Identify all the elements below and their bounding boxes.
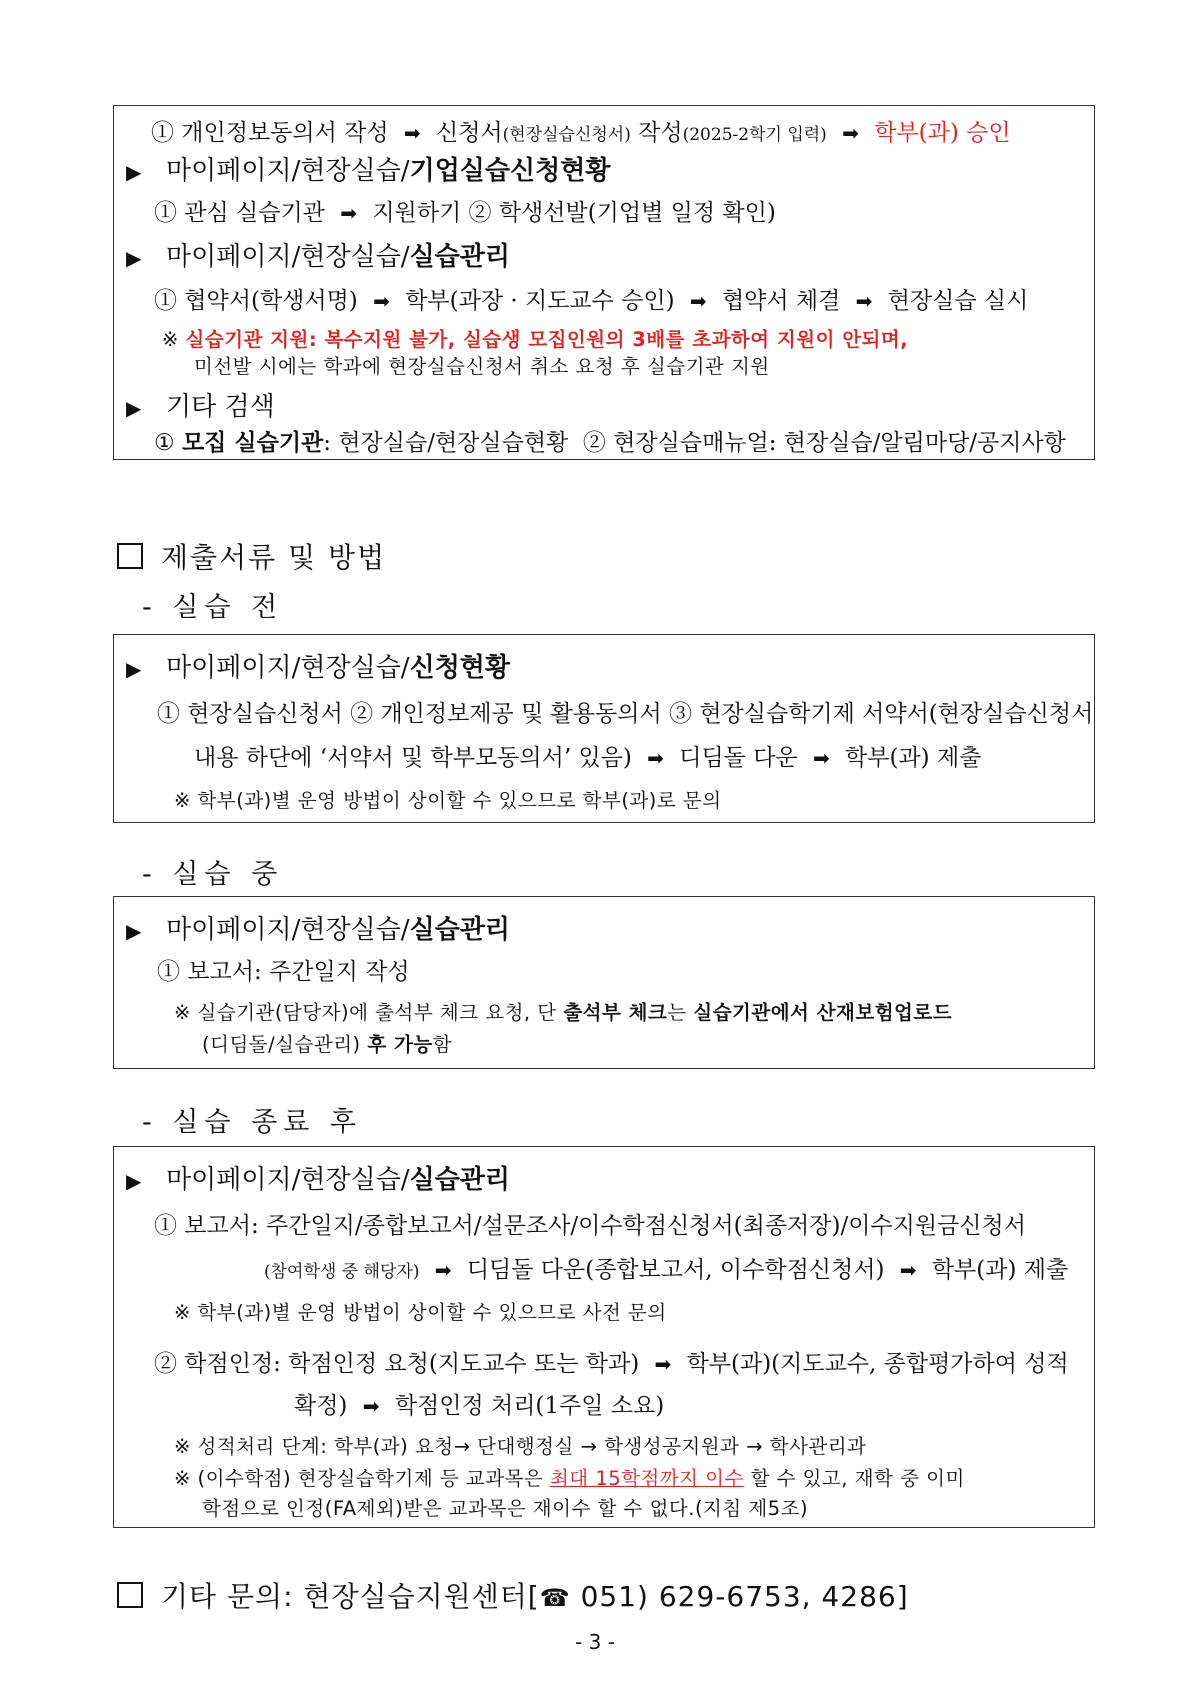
- triangle-bullet-icon: ▶: [126, 1169, 142, 1193]
- attendance-note: ※ 실습기관(담당자)에 출석부 체크 요청, 단 출석부 체크는 실습기관에서 산재보험업로드: [174, 1001, 953, 1024]
- warning-note-cont: 미선발 시에는 학과에 현장실습신청서 취소 요청 후 실습기관 지원: [194, 355, 770, 378]
- arrow-right-icon: ➡: [812, 746, 830, 770]
- documents-line: ① 현장실습신청서 ② 개인정보제공 및 활용동의서 ③ 현장실습학기제 서약서(현장실습신청서: [157, 701, 1094, 727]
- menu-path-heading: ▶ 마이페이지/현장실습/실습관리: [126, 1165, 511, 1195]
- menu-path-heading: ▶ 마이페이지/현장실습/실습관리: [126, 915, 511, 945]
- documents-line-cont: 내용 하단에 ‘서약서 및 학부모동의서’ 있음) ➡ 디딤돌 다운 ➡ 학부(과) 제출: [194, 745, 982, 771]
- apply-process-box: [113, 105, 1095, 460]
- contact-line: 기타 문의: 현장실습지원센터[☎ 051) 629-6753, 4286]: [117, 1575, 909, 1615]
- arrow-right-icon: ➡: [403, 121, 421, 145]
- grading-note: ※ 성적처리 단계: 학부(과) 요청→ 단대행정실 → 학생성공지원과 → 학사관리과: [174, 1435, 867, 1458]
- menu-path-heading: ▶ 마이페이지/현장실습/실습관리: [126, 242, 511, 272]
- arrow-right-icon: ➡: [434, 1258, 452, 1282]
- info-note: ※ 학부(과)별 운영 방법이 상이할 수 있으므로 학부(과)로 문의: [174, 789, 722, 812]
- page-number: - 3 -: [575, 1630, 615, 1654]
- arrow-right-icon: ➡: [654, 1352, 672, 1376]
- section-title: 제출서류 및 방법: [117, 536, 386, 576]
- credit-line-cont: 확정) ➡ 학점인정 처리(1주일 소요): [294, 1393, 665, 1419]
- arrow-right-icon: ➡: [899, 1258, 917, 1282]
- credit-line: ② 학점인정: 학점인정 요청(지도교수 또는 학과) ➡ 학부(과)(지도교수, 종합평가하여 성적: [154, 1351, 1069, 1377]
- triangle-bullet-icon: ▶: [126, 160, 142, 184]
- credit-limit-note: ※ (이수학점) 현장실습학기제 등 교과목은 최대 15학점까지 이수 할 수 있고, 재학 중 이미: [174, 1467, 965, 1490]
- triangle-bullet-icon: ▶: [126, 919, 142, 943]
- phone-icon: ☎: [539, 1584, 571, 1612]
- agreement-line: ① 협약서(학생서명) ➡ 학부(과장 · 지도교수 승인) ➡ 협약서 체결 ➡ 현장실습 실시: [154, 288, 1029, 314]
- arrow-right-icon: ➡: [689, 289, 707, 313]
- arrow-right-icon: ➡: [373, 289, 390, 313]
- search-line: ① 모집 실습기관: 현장실습/현장실습현황 ② 현장실습매뉴얼: 현장실습/알림마당/공지사항: [154, 429, 1066, 456]
- square-bullet-icon: [117, 543, 143, 569]
- subsection-after: - 실습 종료 후: [142, 1107, 362, 1138]
- final-report-line-cont: (참여학생 중 해당자) ➡ 디딤돌 다운(종합보고서, 이수학점신청서) ➡ 학부(과) 제출: [264, 1257, 1069, 1283]
- arrow-right-icon: ➡: [362, 1394, 380, 1418]
- triangle-bullet-icon: ▶: [126, 246, 142, 270]
- triangle-bullet-icon: ▶: [126, 657, 142, 681]
- arrow-right-icon: ➡: [340, 201, 358, 225]
- subsection-before: - 실습 전: [142, 592, 284, 623]
- before-practice-box: [113, 634, 1095, 823]
- report-line: ① 보고서: 주간일지 작성: [157, 959, 410, 985]
- final-report-line: ① 보고서: 주간일지/종합보고서/설문조사/이수학점신청서(최종저장)/이수지원금신청서: [154, 1213, 1026, 1239]
- info-note: ※ 학부(과)별 운영 방법이 상이할 수 있으므로 사전 문의: [174, 1301, 667, 1324]
- triangle-bullet-icon: ▶: [126, 396, 142, 420]
- arrow-right-icon: ➡: [647, 746, 664, 770]
- square-bullet-icon: [117, 1582, 143, 1608]
- arrow-right-icon: ➡: [842, 121, 859, 145]
- menu-path-heading: ▶ 마이페이지/현장실습/신청현황: [126, 653, 511, 683]
- after-practice-box: [113, 1146, 1095, 1528]
- menu-path-heading: ▶ 마이페이지/현장실습/기업실습신청현황: [126, 156, 611, 186]
- subsection-during: - 실습 중: [142, 859, 284, 890]
- credit-limit-note-cont: 학점으로 인정(FA제외)받은 교과목은 재이수 할 수 없다.(지침 제5조): [202, 1497, 809, 1520]
- warning-note: ※ 실습기관 지원: 복수지원 불가, 실습생 모집인원의 3배를 초과하여 지원이 안되며,: [162, 328, 909, 351]
- menu-path-heading: ▶ 기타 검색: [126, 392, 275, 422]
- attendance-note-cont: (디딤돌/실습관리) 후 가능함: [202, 1033, 453, 1056]
- arrow-right-icon: ➡: [855, 289, 873, 313]
- consent-line: ① 개인정보동의서 작성 ➡ 신청서(현장실습신청서) 작성(2025-2학기 입력) ➡ 학부(과) 승인: [151, 120, 1011, 146]
- select-line: ① 관심 실습기관 ➡ 지원하기 ② 학생선발(기업별 일정 확인): [154, 200, 776, 226]
- during-practice-box: [113, 896, 1095, 1069]
